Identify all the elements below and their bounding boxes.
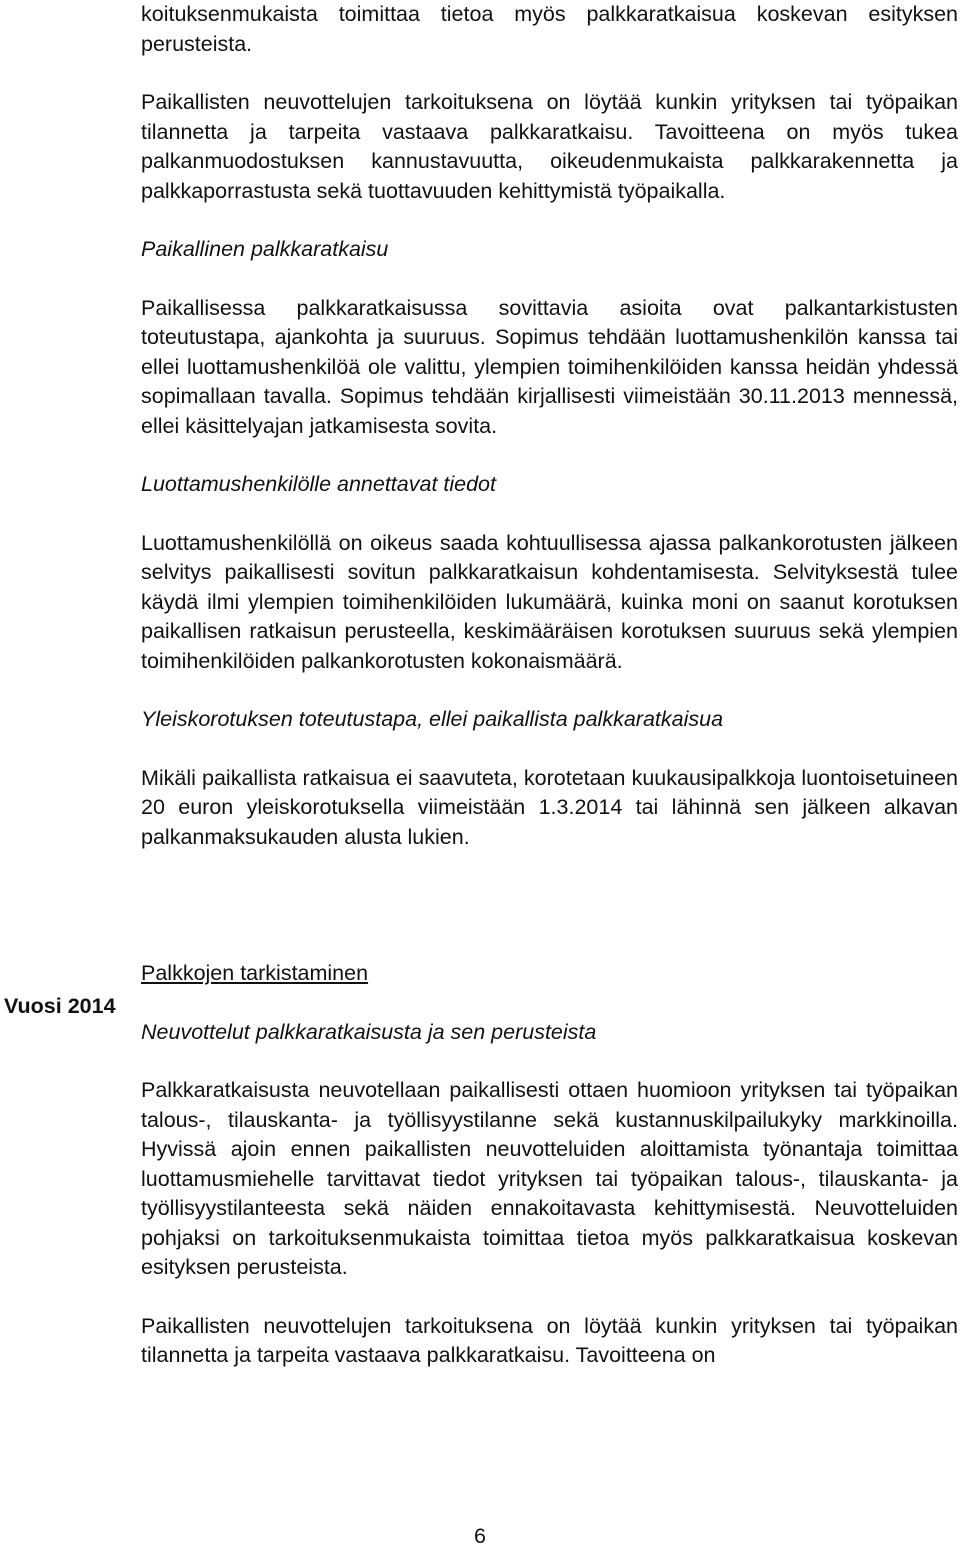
heading-salary-review: Palkkojen tarkistaminen xyxy=(141,961,369,985)
page-number: 6 xyxy=(474,1524,486,1548)
paragraph-local-pay-solution: Paikallisessa palkkaratkaisussa sovittavia asioita ovat palkantarkistusten toteutustapa, ajankohta ja suuruus. Sopimus tehdään luottamushenkilön kanssa tai ellei luottamushenkilöä ole valittu, ylempien toimihenkilöiden kanssa heidän yhdessä sopimallaan tavalla. Sopimus tehdään kirjallisesti viimeistään 30.11.2013 mennessä, ellei käsittelyajan jatkamisesta sovita. xyxy=(141,295,958,438)
paragraph-general-increase: Mikäli paikallista ratkaisua ei saavuteta, korotetaan kuukausipalkkoja luontoisetuineen 20 euron yleiskorotuksella viimeistään 1.3.2014 tai lähinnä sen jälkeen alkavan palkanmaksukauden alusta lukien. xyxy=(141,765,958,849)
heading-general-increase: Yleiskorotuksen toteutustapa, ellei paikallista palkkaratkaisua xyxy=(141,707,724,731)
paragraph-continuation: koituksenmukaista toimittaa tietoa myös palkkaratkaisua koskevan esityksen perusteista. xyxy=(141,2,958,56)
paragraph-goals: Paikallisten neuvottelujen tarkoituksena on löytää kunkin yrityksen tai työpaikan tilannetta ja tarpeita vastaava palkkaratkaisu. Tavoitteena on myös tukea palkanmuodostuksen kannustavuutta, oikeudenmukaista palkkarakennetta ja palkkaporrastusta sekä tuottavuuden kehittymistä työpaikalla. xyxy=(141,90,958,203)
paragraph-goals-repeat: Paikallisten neuvottelujen tarkoituksena on löytää kunkin yrityksen tai työpaikan tilannetta ja tarpeita vastaava palkkaratkaisu. Tavoitteena on xyxy=(141,1313,958,1367)
document-body xyxy=(141,0,958,1371)
paragraph-negotiations: Palkkaratkaisusta neuvotellaan paikallisesti ottaen huomioon yrityksen tai työpaikan talous-, tilauskanta- ja työllisyystilanne sekä kustannuskilpailukyky markkinoilla. Hyvissä ajoin ennen paikallisten neuvotteluiden aloittamista työnantaja toimittaa luottamusmiehelle tarvittavat tiedot yrityksen tai työpaikan talous-, tilauskanta- ja työllisyystilanteesta sekä näiden ennakoitavasta kehittymisestä. Neuvotteluiden pohjaksi on tarkoituksenmukaista toimittaa tietoa myös palkkaratkaisua koskevan esityksen perusteista. xyxy=(141,1078,958,1279)
heading-negotiations: Neuvottelut palkkaratkaisusta ja sen perusteista xyxy=(141,1019,597,1044)
heading-shop-steward-info: Luottamushenkilölle annettavat tiedot xyxy=(141,472,496,496)
heading-local-pay-solution: Paikallinen palkkaratkaisu xyxy=(141,237,389,261)
paragraph-shop-steward-info: Luottamushenkilöllä on oikeus saada kohtuullisessa ajassa palkankorotusten jälkeen selvitys paikallisesti sovitun palkkaratkaisun kohdentamisesta. Selvityksestä tulee käydä ilmi ylempien toimihenkilöiden lukumäärä, kuinka moni on saanut korotuksen paikallisen ratkaisun perusteella, keskimääräisen korotuksen suuruus sekä ylempien toimihenkilöiden palkankorotusten kokonaismäärä. xyxy=(141,530,958,673)
year-label: Vuosi 2014 xyxy=(4,994,116,1018)
